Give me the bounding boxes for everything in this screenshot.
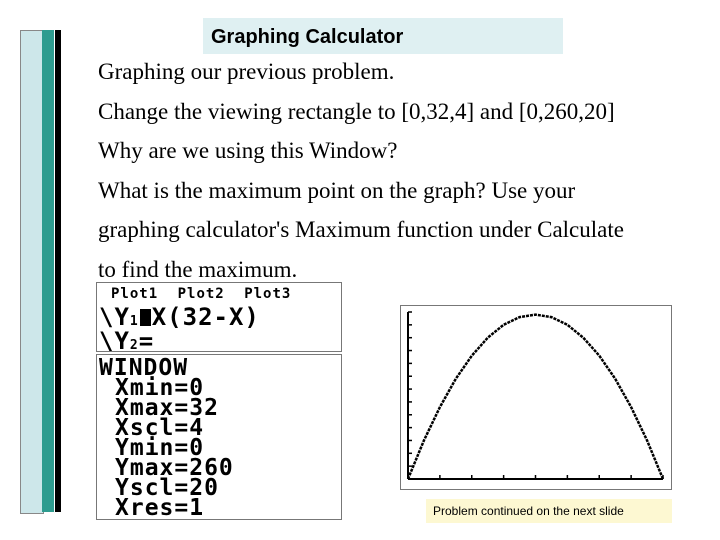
y1-expression: X(32-X) xyxy=(151,303,260,331)
y2-equation xyxy=(99,329,154,352)
window-setting: Ymin=0 xyxy=(115,435,205,461)
body-line: Change the viewing rectangle to [0,32,4] and [0,260,20] xyxy=(98,98,615,124)
y1-subscript: 1 xyxy=(129,314,139,329)
graph-screen xyxy=(400,305,672,490)
plot1-label: Plot1 xyxy=(111,286,159,302)
cursor-block-icon xyxy=(140,309,151,326)
left-bar-black xyxy=(55,30,61,512)
plot-row xyxy=(111,286,301,302)
window-header: WINDOW xyxy=(99,355,189,381)
window-setting: Xmax=32 xyxy=(115,395,219,421)
plot2-label: Plot2 xyxy=(177,286,225,302)
window-setting: Xmin=0 xyxy=(115,375,205,401)
slide-body xyxy=(98,56,708,293)
left-bar-teal xyxy=(42,30,54,512)
window-screen xyxy=(96,354,342,520)
body-line: What is the maximum point on the graph? Use your xyxy=(98,177,576,203)
y1-prefix: \Y xyxy=(99,303,130,331)
body-line: Why are we using this Window? xyxy=(98,138,398,163)
window-setting: Xres=1 xyxy=(115,495,205,520)
body-line: to find the maximum. xyxy=(98,256,298,282)
body-line: Graphing our previous problem. xyxy=(98,59,395,84)
parabola-plot xyxy=(401,306,671,489)
continued-note: Problem continued on the next slide xyxy=(426,499,672,523)
y2-subscript: 2 xyxy=(129,338,139,352)
parabola-curve xyxy=(408,315,663,479)
plot3-label: Plot3 xyxy=(244,286,292,302)
y-editor-screen xyxy=(96,282,342,352)
window-setting: Xscl=4 xyxy=(115,415,205,441)
window-setting: Yscl=20 xyxy=(115,475,219,501)
slide-title: Graphing Calculator xyxy=(203,18,563,54)
y2-expression: = xyxy=(138,327,155,352)
left-bar-light xyxy=(20,30,44,514)
window-setting: Ymax=260 xyxy=(115,455,234,481)
body-line: graphing calculator's Maximum function under Calculate xyxy=(98,217,624,242)
y2-prefix: \Y xyxy=(99,327,130,352)
